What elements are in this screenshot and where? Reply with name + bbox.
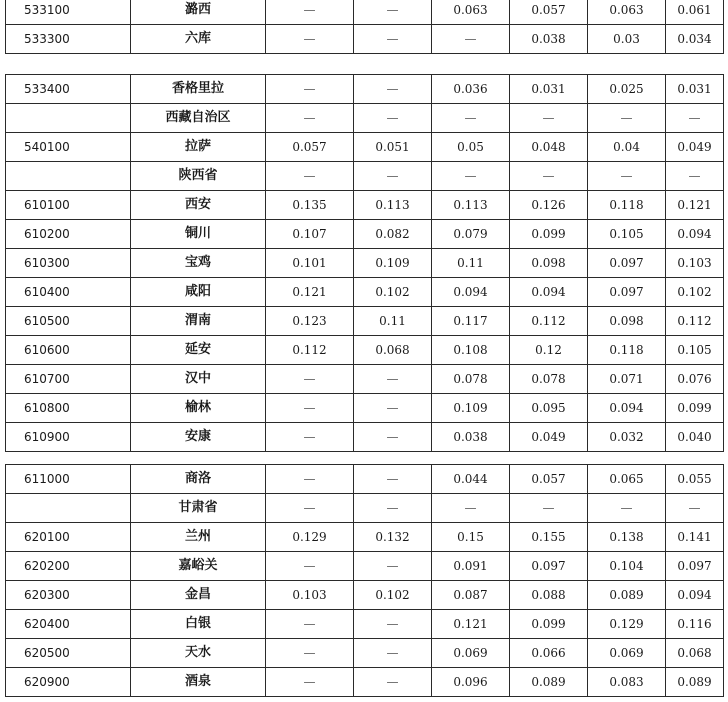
value-cell: 0.071	[588, 365, 666, 394]
region-name-cell: 延安	[131, 336, 266, 365]
value-cell: —	[266, 0, 354, 25]
table-row	[6, 249, 724, 278]
value-cell: —	[354, 494, 432, 523]
value-cell: 0.103	[666, 249, 724, 278]
value-cell: —	[666, 162, 724, 191]
value-cell: —	[266, 75, 354, 104]
value-cell: —	[354, 639, 432, 668]
value-cell: 0.101	[266, 249, 354, 278]
value-cell: 0.12	[510, 336, 588, 365]
region-code-cell: 610400	[6, 278, 131, 307]
value-cell: 0.049	[510, 423, 588, 452]
region-code-cell: 610200	[6, 220, 131, 249]
value-cell: 0.088	[510, 581, 588, 610]
value-cell: 0.040	[666, 423, 724, 452]
value-cell: —	[432, 104, 510, 133]
value-cell: 0.098	[588, 307, 666, 336]
value-cell: 0.099	[666, 394, 724, 423]
value-cell: 0.025	[588, 75, 666, 104]
value-cell: 0.113	[354, 191, 432, 220]
value-cell: 0.057	[510, 0, 588, 25]
value-cell: —	[588, 162, 666, 191]
value-cell: —	[510, 104, 588, 133]
region-code-cell: 611000	[6, 465, 131, 494]
region-name-cell: 兰州	[131, 523, 266, 552]
value-cell: —	[354, 394, 432, 423]
value-cell: —	[354, 668, 432, 697]
value-cell: 0.129	[266, 523, 354, 552]
region-name-cell: 榆林	[131, 394, 266, 423]
value-cell: 0.102	[354, 581, 432, 610]
table-row	[6, 220, 724, 249]
region-name-cell: 六库	[131, 25, 266, 54]
table-row	[6, 552, 724, 581]
value-cell: —	[266, 394, 354, 423]
value-cell: —	[354, 465, 432, 494]
value-cell: 0.082	[354, 220, 432, 249]
region-name-cell: 天水	[131, 639, 266, 668]
region-code-cell: 610700	[6, 365, 131, 394]
table-row	[6, 133, 724, 162]
value-cell: 0.034	[666, 25, 724, 54]
value-cell: 0.116	[666, 610, 724, 639]
value-cell: 0.097	[510, 552, 588, 581]
value-cell: —	[354, 423, 432, 452]
value-cell: —	[510, 162, 588, 191]
region-code-cell	[6, 162, 131, 191]
value-cell: 0.123	[266, 307, 354, 336]
data-table	[5, 0, 724, 54]
value-cell: 0.094	[510, 278, 588, 307]
value-cell: 0.094	[666, 581, 724, 610]
region-name-cell: 酒泉	[131, 668, 266, 697]
region-code-cell: 533300	[6, 25, 131, 54]
region-name-cell: 西藏自治区	[131, 104, 266, 133]
value-cell: 0.079	[432, 220, 510, 249]
value-cell: 0.095	[510, 394, 588, 423]
value-cell: —	[266, 104, 354, 133]
region-code-cell: 610900	[6, 423, 131, 452]
region-name-cell: 西安	[131, 191, 266, 220]
value-cell: 0.087	[432, 581, 510, 610]
value-cell: 0.109	[432, 394, 510, 423]
value-cell: —	[432, 25, 510, 54]
value-cell: —	[266, 423, 354, 452]
value-cell: 0.055	[666, 465, 724, 494]
table-row	[6, 523, 724, 552]
value-cell: —	[354, 104, 432, 133]
value-cell: —	[666, 104, 724, 133]
data-table	[5, 464, 724, 697]
value-cell: —	[266, 465, 354, 494]
value-cell: 0.155	[510, 523, 588, 552]
region-code-cell: 620200	[6, 552, 131, 581]
table-block-1	[5, 0, 723, 54]
region-name-cell: 渭南	[131, 307, 266, 336]
value-cell: 0.132	[354, 523, 432, 552]
value-cell: 0.066	[510, 639, 588, 668]
region-code-cell: 610100	[6, 191, 131, 220]
value-cell: 0.104	[588, 552, 666, 581]
table-row	[6, 465, 724, 494]
table-row	[6, 336, 724, 365]
value-cell: 0.097	[588, 278, 666, 307]
value-cell: 0.117	[432, 307, 510, 336]
value-cell: 0.129	[588, 610, 666, 639]
region-name-cell: 甘肃省	[131, 494, 266, 523]
value-cell: 0.113	[432, 191, 510, 220]
value-cell: 0.121	[266, 278, 354, 307]
region-code-cell: 610800	[6, 394, 131, 423]
table-row	[6, 639, 724, 668]
value-cell: 0.032	[588, 423, 666, 452]
value-cell: —	[354, 162, 432, 191]
table-row	[6, 0, 724, 25]
value-cell: 0.049	[666, 133, 724, 162]
value-cell: —	[588, 104, 666, 133]
value-cell: 0.03	[588, 25, 666, 54]
value-cell: 0.105	[588, 220, 666, 249]
value-cell: 0.118	[588, 191, 666, 220]
value-cell: —	[432, 162, 510, 191]
value-cell: —	[354, 365, 432, 394]
value-cell: 0.118	[588, 336, 666, 365]
value-cell: 0.031	[666, 75, 724, 104]
value-cell: 0.048	[510, 133, 588, 162]
region-code-cell: 620300	[6, 581, 131, 610]
value-cell: 0.096	[432, 668, 510, 697]
value-cell: 0.04	[588, 133, 666, 162]
value-cell: —	[266, 639, 354, 668]
value-cell: 0.109	[354, 249, 432, 278]
value-cell: 0.099	[510, 610, 588, 639]
region-name-cell: 潞西	[131, 0, 266, 25]
table-row	[6, 162, 724, 191]
region-code-cell	[6, 104, 131, 133]
value-cell: 0.031	[510, 75, 588, 104]
value-cell: 0.112	[266, 336, 354, 365]
table-row	[6, 25, 724, 54]
value-cell: 0.061	[666, 0, 724, 25]
table-block-2	[5, 74, 723, 452]
value-cell: 0.065	[588, 465, 666, 494]
table-row	[6, 75, 724, 104]
value-cell: —	[266, 25, 354, 54]
table-row	[6, 668, 724, 697]
value-cell: —	[354, 610, 432, 639]
region-code-cell: 540100	[6, 133, 131, 162]
value-cell: 0.138	[588, 523, 666, 552]
value-cell: 0.05	[432, 133, 510, 162]
value-cell: 0.105	[666, 336, 724, 365]
value-cell: —	[666, 494, 724, 523]
region-name-cell: 拉萨	[131, 133, 266, 162]
value-cell: 0.102	[666, 278, 724, 307]
value-cell: 0.11	[432, 249, 510, 278]
value-cell: 0.038	[510, 25, 588, 54]
value-cell: 0.051	[354, 133, 432, 162]
value-cell: —	[354, 25, 432, 54]
value-cell: 0.15	[432, 523, 510, 552]
value-cell: 0.099	[510, 220, 588, 249]
region-name-cell: 香格里拉	[131, 75, 266, 104]
value-cell: —	[354, 552, 432, 581]
value-cell: 0.078	[432, 365, 510, 394]
region-name-cell: 铜川	[131, 220, 266, 249]
region-name-cell: 咸阳	[131, 278, 266, 307]
value-cell: 0.098	[510, 249, 588, 278]
data-table	[5, 74, 724, 452]
value-cell: 0.094	[588, 394, 666, 423]
table-row	[6, 423, 724, 452]
value-cell: 0.063	[588, 0, 666, 25]
region-name-cell: 嘉峪关	[131, 552, 266, 581]
value-cell: 0.102	[354, 278, 432, 307]
value-cell: —	[266, 610, 354, 639]
value-cell: 0.091	[432, 552, 510, 581]
value-cell: 0.038	[432, 423, 510, 452]
region-code-cell	[6, 494, 131, 523]
region-code-cell: 620900	[6, 668, 131, 697]
value-cell: 0.089	[510, 668, 588, 697]
value-cell: 0.103	[266, 581, 354, 610]
value-cell: 0.063	[432, 0, 510, 25]
region-code-cell: 610600	[6, 336, 131, 365]
table-row	[6, 191, 724, 220]
value-cell: —	[510, 494, 588, 523]
table-block-3	[5, 464, 723, 697]
region-name-cell: 安康	[131, 423, 266, 452]
value-cell: 0.068	[666, 639, 724, 668]
value-cell: —	[266, 552, 354, 581]
value-cell: 0.107	[266, 220, 354, 249]
value-cell: —	[266, 365, 354, 394]
region-name-cell: 汉中	[131, 365, 266, 394]
table-row	[6, 307, 724, 336]
value-cell: 0.126	[510, 191, 588, 220]
value-cell: 0.135	[266, 191, 354, 220]
value-cell: 0.036	[432, 75, 510, 104]
region-name-cell: 陕西省	[131, 162, 266, 191]
value-cell: 0.108	[432, 336, 510, 365]
region-code-cell: 610500	[6, 307, 131, 336]
value-cell: 0.076	[666, 365, 724, 394]
value-cell: —	[266, 162, 354, 191]
region-code-cell: 620100	[6, 523, 131, 552]
value-cell: 0.069	[432, 639, 510, 668]
value-cell: 0.057	[510, 465, 588, 494]
region-name-cell: 金昌	[131, 581, 266, 610]
region-code-cell: 533100	[6, 0, 131, 25]
value-cell: 0.112	[666, 307, 724, 336]
value-cell: 0.069	[588, 639, 666, 668]
value-cell: —	[354, 75, 432, 104]
table-row	[6, 365, 724, 394]
value-cell: 0.121	[432, 610, 510, 639]
region-code-cell: 620400	[6, 610, 131, 639]
value-cell: 0.044	[432, 465, 510, 494]
value-cell: —	[432, 494, 510, 523]
region-code-cell: 610300	[6, 249, 131, 278]
table-row	[6, 104, 724, 133]
region-code-cell: 620500	[6, 639, 131, 668]
table-row	[6, 278, 724, 307]
value-cell: 0.057	[266, 133, 354, 162]
value-cell: 0.094	[666, 220, 724, 249]
value-cell: 0.097	[666, 552, 724, 581]
value-cell: 0.097	[588, 249, 666, 278]
value-cell: 0.121	[666, 191, 724, 220]
value-cell: 0.089	[588, 581, 666, 610]
value-cell: —	[354, 0, 432, 25]
region-code-cell: 533400	[6, 75, 131, 104]
value-cell: —	[266, 668, 354, 697]
value-cell: 0.141	[666, 523, 724, 552]
value-cell: 0.068	[354, 336, 432, 365]
table-row	[6, 610, 724, 639]
value-cell: 0.089	[666, 668, 724, 697]
value-cell: 0.083	[588, 668, 666, 697]
value-cell: 0.11	[354, 307, 432, 336]
value-cell: —	[266, 494, 354, 523]
table-row	[6, 581, 724, 610]
table-row	[6, 494, 724, 523]
value-cell: 0.094	[432, 278, 510, 307]
region-name-cell: 白银	[131, 610, 266, 639]
value-cell: 0.112	[510, 307, 588, 336]
table-row	[6, 394, 724, 423]
region-name-cell: 商洛	[131, 465, 266, 494]
region-name-cell: 宝鸡	[131, 249, 266, 278]
value-cell: —	[588, 494, 666, 523]
value-cell: 0.078	[510, 365, 588, 394]
